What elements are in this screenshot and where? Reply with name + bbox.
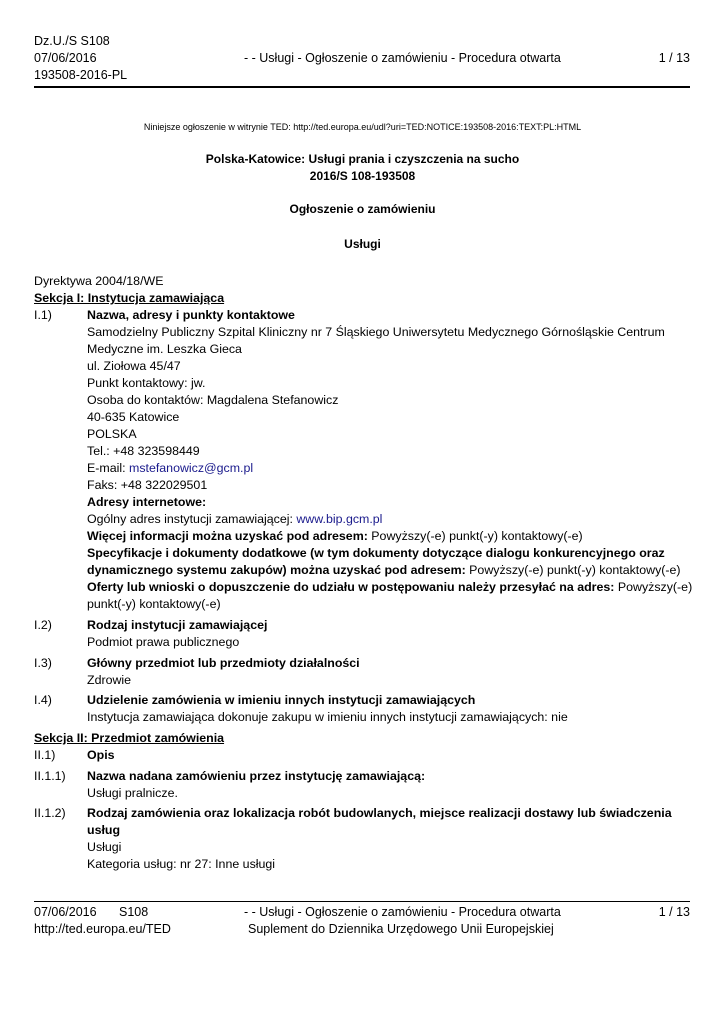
authority-name-line1: Samodzielny Publiczny Szpital Kliniczny nr 7 Śląskiego Uniwersytetu Medycznego Górnośląskie Centrum	[87, 325, 665, 339]
specs-row	[87, 562, 697, 579]
section-value: Usługi pralnicze.	[87, 786, 178, 800]
section-i1-block	[87, 307, 697, 613]
contract-category: Usługi	[344, 237, 381, 251]
footer-supplement: Suplement do Dziennika Urzędowego Unii Europejskiej	[248, 922, 554, 936]
section-number: I.3)	[34, 656, 52, 670]
email-link[interactable]: mstefanowicz@gcm.pl	[129, 461, 254, 475]
ted-notice-link[interactable]: Niniejsze ogłoszenie w witrynie TED: http://ted.europa.eu/udl?uri=TED:NOTICE:193508-2016:TEXT:PL:HTML	[143, 122, 582, 132]
footer-page-number: 1 / 13	[658, 905, 690, 919]
section-number: I.4)	[34, 693, 52, 707]
specs-label-line2: dynamicznego systemu zakupów) można uzyskać pod adresem:	[87, 563, 466, 577]
document-type: Ogłoszenie o zamówieniu	[289, 202, 436, 216]
section-ii12-block	[87, 805, 697, 873]
email-label: E-mail:	[87, 461, 129, 475]
telephone: Tel.: +48 323598449	[87, 444, 200, 458]
contact-person: Osoba do kontaktów: Magdalena Stefanowicz	[87, 393, 339, 407]
header-date: 07/06/2016	[34, 51, 97, 65]
section-value: Podmiot prawa publicznego	[87, 635, 240, 649]
street-address: ul. Ziołowa 45/47	[87, 359, 181, 373]
notice-number: 2016/S 108-193508	[309, 169, 416, 183]
specs-label-line1: Specyfikacje i dokumenty dodatkowe (w tym dokumenty dotyczące dialogu konkurencyjnego oraz	[87, 546, 665, 560]
section-value: Usługi	[87, 840, 122, 854]
section-number: II.1.1)	[34, 769, 66, 783]
directive: Dyrektywa 2004/18/WE	[34, 274, 164, 288]
header-notice-id: 193508-2016-PL	[34, 68, 128, 82]
section-number: I.1)	[34, 308, 52, 322]
footer-code: S108	[119, 905, 149, 919]
section-title: Opis	[87, 748, 115, 762]
section-i4-block	[87, 692, 697, 726]
section-title-line1: Rodzaj zamówienia oraz lokalizacja robót budowlanych, miejsce realizacji dostawy lub świadczenia	[87, 806, 672, 820]
more-info-row	[87, 528, 697, 545]
footer-title: - - Usługi - Ogłoszenie o zamówieniu - Procedura otwarta	[244, 905, 561, 919]
header-title: - - Usługi - Ogłoszenie o zamówieniu - Procedura otwarta	[244, 51, 561, 65]
offers-label: Oferty lub wnioski o dopuszczenie do udziału w postępowaniu należy przesyłać na adres:	[87, 580, 615, 594]
footer-url[interactable]: http://ted.europa.eu/TED	[34, 922, 171, 936]
internet-addresses-title: Adresy internetowe:	[87, 495, 207, 509]
section-title: Główny przedmiot lub przedmioty działalności	[87, 656, 360, 670]
header-journal-ref: Dz.U./S S108	[34, 34, 110, 48]
section-2-heading: Sekcja II: Przedmiot zamówienia	[34, 731, 225, 745]
offers-value: Powyższy(-e)	[614, 580, 693, 594]
section-number: II.1.2)	[34, 806, 66, 820]
general-address-row	[87, 511, 697, 528]
email-row	[87, 460, 697, 477]
section-i3-block	[87, 655, 697, 689]
authority-name-line2: Medyczne im. Leszka Gieca	[87, 342, 242, 356]
more-info-value: Powyższy(-e) punkt(-y) kontaktowy(-e)	[367, 529, 583, 543]
section-i2-block	[87, 617, 697, 651]
section-number: I.2)	[34, 618, 52, 632]
specs-value: Powyższy(-e) punkt(-y) kontaktowy(-e)	[465, 563, 681, 577]
postal-city: 40-635 Katowice	[87, 410, 180, 424]
general-address-label: Ogólny adres instytucji zamawiającej:	[87, 512, 297, 526]
footer-date: 07/06/2016	[34, 905, 97, 919]
offers-row	[87, 579, 697, 596]
footer-divider	[34, 901, 690, 902]
country: POLSKA	[87, 427, 137, 441]
section-title: Nazwa nadana zamówieniu przez instytucję zamawiającą:	[87, 769, 426, 783]
header-divider	[34, 86, 690, 88]
general-address-link[interactable]: www.bip.gcm.pl	[296, 512, 383, 526]
section-title: Nazwa, adresy i punkty kontaktowe	[87, 308, 295, 322]
more-info-label: Więcej informacji można uzyskać pod adresem:	[87, 529, 368, 543]
section-title: Rodzaj instytucji zamawiającej	[87, 618, 268, 632]
section-1-heading: Sekcja I: Instytucja zamawiająca	[34, 291, 225, 305]
offers-value-cont: punkt(-y) kontaktowy(-e)	[87, 597, 221, 611]
contact-point: Punkt kontaktowy: jw.	[87, 376, 206, 390]
section-title: Udzielenie zamówienia w imieniu innych instytucji zamawiających	[87, 693, 476, 707]
service-category: Kategoria usług: nr 27: Inne usługi	[87, 857, 276, 871]
section-title-line2: usług	[87, 823, 121, 837]
section-value: Instytucja zamawiająca dokonuje zakupu w imieniu innych instytucji zamawiających: nie	[87, 710, 568, 724]
section-ii11-block	[87, 768, 697, 802]
header-page-number: 1 / 13	[658, 51, 690, 65]
fax: Faks: +48 322029501	[87, 478, 208, 492]
notice-title: Polska-Katowice: Usługi prania i czyszczenia na sucho	[205, 152, 520, 166]
section-number: II.1)	[34, 748, 56, 762]
header-doc-info	[34, 33, 127, 84]
section-value: Zdrowie	[87, 673, 132, 687]
